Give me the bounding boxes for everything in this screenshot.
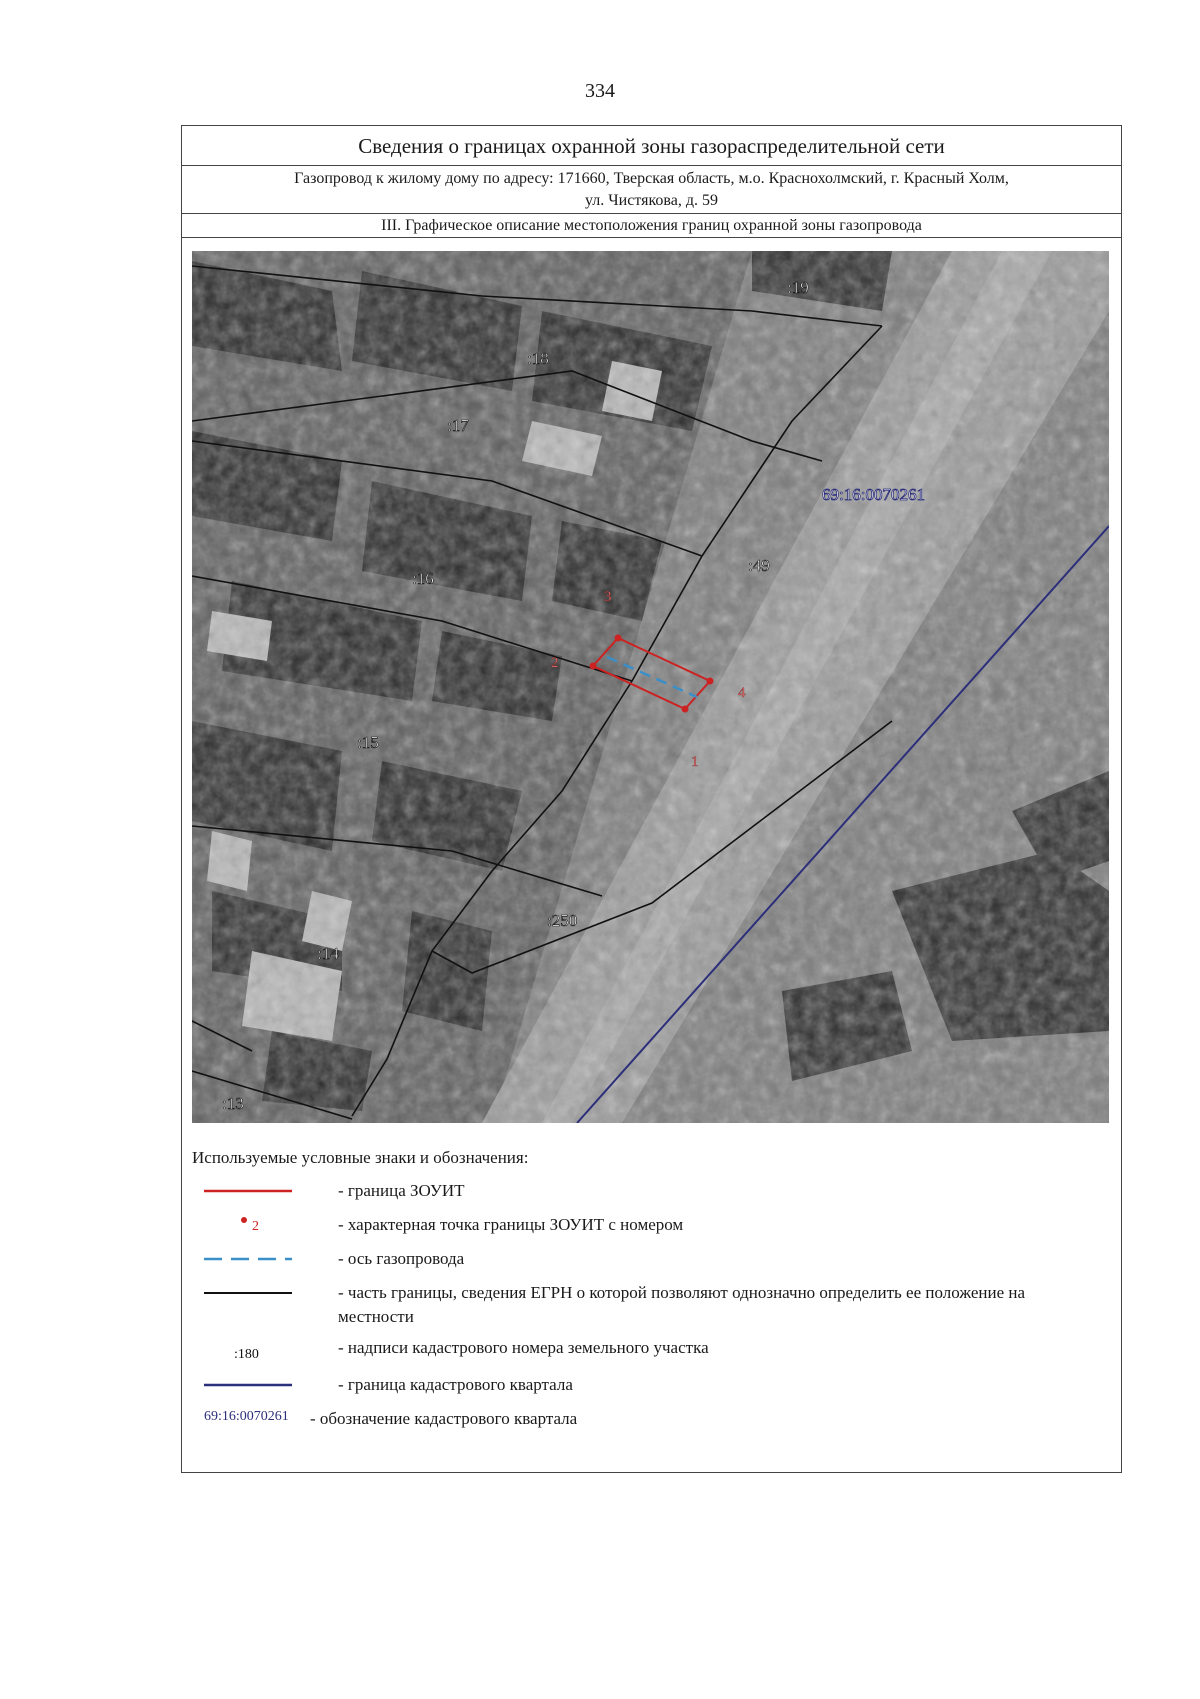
legend-text-quarter-boundary: - граница кадастрового квартала bbox=[338, 1375, 573, 1394]
aerial-texture bbox=[192, 251, 1109, 1123]
zone-point-3 bbox=[615, 635, 622, 642]
zone-point-4 bbox=[707, 678, 714, 685]
quarter-label: 69:16:0070261 bbox=[822, 485, 925, 504]
legend-text-quarter-label: - обозначение кадастрового квартала bbox=[310, 1409, 578, 1428]
legend-red-point-icon bbox=[204, 1210, 292, 1240]
legend-item-gas-axis bbox=[182, 1244, 1121, 1274]
legend-item-parcel-label bbox=[182, 1336, 1121, 1366]
parcel-label-19: :19 bbox=[787, 278, 809, 297]
document-frame bbox=[181, 125, 1122, 1473]
legend-text-sample-icon bbox=[204, 1336, 292, 1366]
legend-title: Используемые условные знаки и обозначения: bbox=[192, 1148, 529, 1167]
parcel-label-14: :14 bbox=[317, 944, 339, 963]
legend-navy-line-icon bbox=[204, 1370, 292, 1400]
zone-point-2 bbox=[590, 663, 597, 670]
address-block bbox=[182, 166, 1121, 214]
parcel-label-18: :18 bbox=[527, 349, 549, 368]
zone-point-label-3: 3 bbox=[604, 589, 612, 605]
legend-item-parcel-boundary bbox=[182, 1278, 1121, 1328]
legend-text-parcel-label: - надписи кадастрового номера земельного участка bbox=[338, 1338, 709, 1357]
parcel-label-17: :17 bbox=[447, 416, 469, 435]
parcel-label-250: :250 bbox=[547, 911, 578, 930]
aerial-map bbox=[192, 251, 1109, 1123]
legend-blue-dash-icon bbox=[204, 1244, 292, 1274]
zone-point-label-1: 1 bbox=[691, 754, 699, 770]
zone-point-label-2: 2 bbox=[551, 655, 559, 671]
legend-black-line-icon bbox=[204, 1278, 292, 1308]
legend-item-quarter-label bbox=[182, 1404, 1121, 1434]
legend-red-line-icon bbox=[204, 1176, 292, 1206]
legend-quarter-sample: 69:16:0070261 bbox=[204, 1409, 289, 1424]
legend-item-quarter-boundary bbox=[182, 1370, 1121, 1400]
section-heading: III. Графическое описание местоположения границ охранной зоны газопровода bbox=[182, 214, 1121, 238]
parcel-label-49: :49 bbox=[748, 556, 770, 575]
legend-text-zone-boundary: - граница ЗОУИТ bbox=[338, 1181, 465, 1200]
legend-parcel-sample: :180 bbox=[234, 1347, 259, 1362]
zone-point-label-4: 4 bbox=[738, 685, 746, 701]
legend-item-zone-point bbox=[182, 1210, 1121, 1240]
page-number: 334 bbox=[585, 80, 615, 102]
address-line-2: ул. Чистякова, д. 59 bbox=[584, 192, 719, 209]
legend-text-gas-axis: - ось газопровода bbox=[338, 1249, 465, 1268]
parcel-label-16: :16 bbox=[412, 569, 434, 588]
legend-text-parcel-boundary: - часть границы, сведения ЕГРН о которой позволяют однозначно определить ее положение на местности bbox=[338, 1283, 1026, 1326]
parcel-label-15: :15 bbox=[357, 733, 379, 752]
map-canvas bbox=[192, 251, 1109, 1123]
legend-text-zone-point: - характерная точка границы ЗОУИТ с номером bbox=[338, 1215, 684, 1234]
legend-item-zone-boundary bbox=[182, 1176, 1121, 1206]
legend-point-sample: 2 bbox=[252, 1219, 259, 1234]
address-line-1: Газопровод к жилому дому по адресу: 171660, Тверская область, м.о. Краснохолмский, г. Красный Холм, bbox=[294, 170, 1009, 187]
zone-point-1 bbox=[682, 706, 689, 713]
parcel-label-13: :13 bbox=[222, 1094, 244, 1113]
document-title: Сведения о границах охранной зоны газораспределительной сети bbox=[182, 126, 1121, 166]
